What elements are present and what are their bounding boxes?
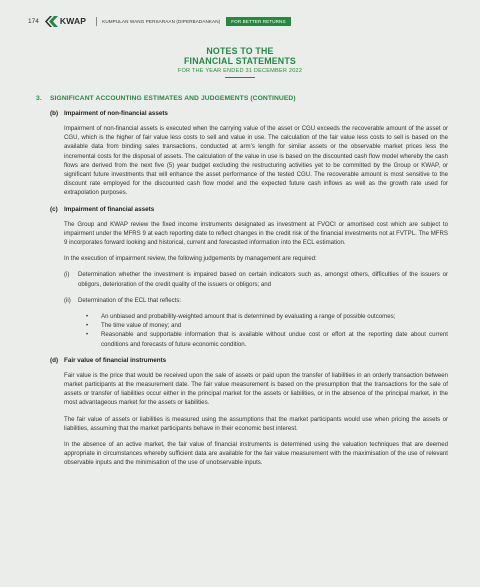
paragraph-text: The fair value of assets or liabilities is measured using the assumptions that the market participants would use when pricing the assets or liabilities, assuming that the market participants behave in their economic best interest. — [64, 415, 448, 432]
bullet-dot: • — [86, 331, 89, 339]
section-heading — [36, 95, 448, 102]
subsection-c-heading — [50, 206, 448, 213]
page-header — [28, 14, 291, 28]
bullet-text: Reasonable and supportable information that is available without undue cost or effort at the reporting date about current conditions and forecasts of future economic condition. — [101, 331, 448, 348]
paragraph-text: In the execution of impairment review, the following judgements by management are required: — [64, 255, 317, 263]
list-item-i — [64, 270, 448, 288]
list-item-ii — [64, 296, 448, 305]
subsection-d-para-2 — [64, 415, 448, 433]
subsection-b-para-1 — [64, 124, 448, 198]
bullet-item — [86, 312, 448, 321]
paragraph-text: In the absence of an active market, the fair value of financial instruments is determined using the valuation techniques that are deemed appropriate in circumstances whereby sufficient data are available for the fair value measurement with the maximisation of the use of relevant observable inputs and the minimisation of the use of unobservable inputs. — [64, 441, 448, 467]
subsection-c-para-1 — [64, 220, 448, 248]
subsection-d-para-3 — [64, 440, 448, 468]
bullet-text: An unbiased and probability-weighted amount that is determined by evaluating a range of possible outcomes; — [101, 313, 396, 321]
paragraph-text: Fair value is the price that would be received upon the sale of assets or paid upon the transfer of liabilities in an orderly transaction between market participants at the measurement date. The fair value measurement is based on the presumption that the transactions for the sale of assets or transfer of liabilities occur either in the principal market for the assets or liabilities, or in the absence of the principal market, in the most advantageous market for the assets or liabilities. — [64, 371, 448, 407]
bullet-list — [86, 312, 448, 349]
tagline-badge: FOR BETTER RETURNS — [226, 17, 290, 26]
section-number: 3. — [36, 95, 42, 102]
list-item-i-text: Determination whether the investment is impaired based on certain indicators such as, amongst others, difficulties of the issuers or obligors, deterioration of the credit quality of the issuers or obligors; and — [78, 271, 448, 288]
subsection-b-title: Impairment of non-financial assets — [64, 110, 168, 117]
subsection-c-label: (c) — [50, 205, 58, 213]
subsection-b-label: (b) — [50, 110, 59, 117]
company-name: KUMPULAN WANG PERSARAAN (DIPERBADANKAN) — [102, 18, 221, 24]
subsection-c-para-2 — [64, 254, 448, 263]
title-divider — [225, 77, 255, 78]
bullet-item — [86, 321, 448, 330]
section-title: SIGNIFICANT ACCOUNTING ESTIMATES AND JUDGEMENTS (CONTINUED) — [50, 95, 296, 102]
bullet-dot: • — [86, 322, 89, 330]
bullet-dot: • — [86, 313, 89, 321]
page-title-line1: NOTES TO THE — [206, 46, 274, 56]
subsection-d-label: (d) — [50, 356, 59, 364]
kwap-logo — [45, 16, 86, 27]
page-title-line2: FINANCIAL STATEMENTS — [183, 56, 296, 66]
paragraph-text: Impairment of non-financial assets is executed when the carrying value of the asset or CGU exceeds the recoverable amount of the asset or CGU, which is the higher of fair value less costs to sell and value in use. The calculation of the fair value less costs to sell is based on the available data from binding sales transactions, conducted at arm’s length for similar assets or the observable market prices less the incremental costs for the disposal of assets. The calculation of the value in use is based on the discounted cash flow model whereby the cash flows are derived from the next five (5) year budget excluding the restructuring activities yet to be committed by the Group or KWAP, or significant future investments that will enhance the asset performance of the tested CGU. The recoverable amount is most sensitive to the discount rate employed for the discounted cash flow model and the expected future cash inflows as well as the growth rate used for extrapolation purposes. — [64, 125, 448, 197]
subsection-d-para-1 — [64, 371, 448, 408]
list-item-ii-label: (ii) — [64, 296, 71, 304]
subsection-d-title: Fair value of financial instruments — [64, 356, 167, 364]
subsection-b-heading — [50, 110, 448, 117]
list-item-ii-text: Determination of the ECL that reflects: — [78, 296, 182, 304]
logo-text: KWAP — [59, 16, 87, 26]
bullet-text: The time value of money; and — [101, 322, 182, 330]
header-divider — [96, 17, 97, 26]
paragraph-text: The Group and KWAP review the fixed income instruments designated as investment at FVOCI or amortised cost which are subject to impairment under the MFRS 9 at each reporting date to reflect changes in the credit risk of the financial investments not at FVTPL. The MFRS 9 incorporates forward looking and historical, current and forecasted information into the ECL estimation. — [64, 220, 448, 247]
subsection-c-title: Impairment of financial assets — [64, 205, 155, 213]
subsection-d-heading — [50, 357, 448, 364]
bullet-item — [86, 330, 448, 348]
title-block — [0, 46, 480, 78]
list-item-i-label: (i) — [64, 271, 70, 279]
page-number: 174 — [28, 17, 39, 25]
kwap-logo-icon — [45, 16, 58, 27]
page-subtitle: FOR THE YEAR ENDED 31 DECEMBER 2022 — [177, 68, 303, 74]
notes-content — [36, 95, 448, 468]
